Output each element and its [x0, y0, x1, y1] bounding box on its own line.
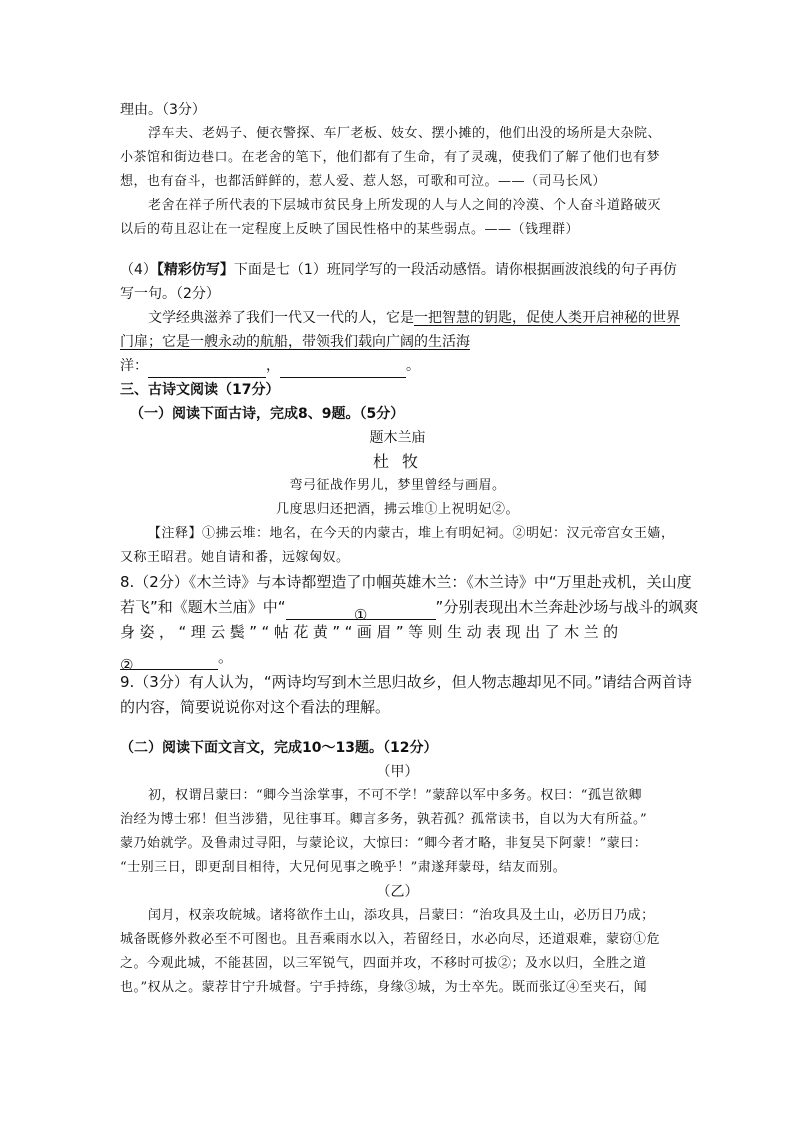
q8-blank-2-label: ②	[120, 656, 134, 674]
section-3-title: 三、古诗文阅读（17分）	[120, 382, 280, 398]
q4-wavy-sentence: 一把智慧的钥匙，促使人类开启神秘的世界	[414, 310, 680, 326]
q8-blank-2[interactable]	[120, 653, 218, 674]
q4-wavy-sentence-2: 门扉；它是一艘永动的航船，带领我们载向广阔的生活海	[120, 334, 470, 350]
jia-line-3: 蒙乃始就学。及鲁肃过寻阳，与蒙论议，大惊曰：“卿今者才略，非复吴下阿蒙！”蒙曰：	[120, 836, 648, 851]
poem-line-1: 弯弓征战作男儿，梦里曾经与画眉。	[289, 478, 506, 493]
q8-blank-1[interactable]	[286, 603, 436, 624]
q8-text-a: 若飞”和《题木兰庙》中“	[120, 598, 286, 616]
q8-line-2	[120, 595, 699, 624]
q8-line-1: 8.（2分）《木兰诗》与本诗都塑造了巾帼英雄木兰：《木兰诗》中“万里赴戎机，关山度	[120, 573, 692, 591]
q8-period: 。	[218, 648, 234, 666]
section-3-sub-1: （一）阅读下面古诗，完成8、9题。（5分）	[130, 406, 405, 422]
answer-blank-2[interactable]	[280, 361, 406, 378]
q4-line-2: 写一句。（2分）	[120, 286, 220, 302]
jia-line-4: “士别三日，即更刮目相待，大兄何见事之晚乎！”肃遂拜蒙母，结友而别。	[120, 860, 567, 875]
q4-line-4	[120, 330, 675, 354]
q4-line-1	[120, 258, 675, 282]
poem-author: 杜 牧	[372, 452, 423, 471]
q4-period: 。	[406, 358, 420, 374]
p1-line-6: 以后的苟且忍让在一定程度上反映了国民性格中的某些弱点。——（钱理群）	[120, 222, 580, 237]
section-3-sub-2: （二）阅读下面文言文，完成10～13题。（12分）	[120, 740, 438, 756]
q9-line-2: 的内容，简要说说你对这个看法的理解。	[120, 698, 391, 716]
passage-jia-label: （甲）	[376, 764, 419, 780]
q4-comma: ，	[266, 358, 280, 374]
q4-number: （4）	[120, 262, 157, 278]
p1-line-4: 想，也有奋斗，也都活鲜鲜的，惹人爱、惹人怒，可歌和可泣。——（司马长风）	[120, 174, 607, 189]
jia-line-2: 治经为博士邪！但当涉猎，见往事耳。卿言多务，孰若孤？孤常读书，自以为大有所益。”	[120, 812, 648, 827]
jia-line-1: 初，权谓吕蒙曰：“卿今当涂掌事，不可不学！”蒙辞以军中多务。权曰：“孤岂欲卿	[148, 788, 642, 803]
q9-line-1: 9.（3分）有人认为，“两诗均写到木兰思归故乡，但人物志趣却见不同。”请结合两首诗	[120, 673, 692, 691]
q4-text-ocean: 洋：	[120, 358, 148, 374]
p1-line-2: 浮车夫、老妈子、便衣警探、车厂老板、妓女、摆小摊的，他们出没的场所是大杂院、	[148, 126, 662, 141]
q8-blank-1-label: ①	[353, 606, 368, 624]
document-page	[120, 98, 699, 1000]
yi-line-3: 之。今观此城，不能甚固，以三军锐气，四面并攻，不移时可拔②；及水以归，全胜之道	[120, 956, 647, 971]
q8-line-3: 身姿，“理云鬓”“帖花黄”“画眉”等则生动表现出了木兰的	[120, 623, 623, 641]
answer-blank-1[interactable]	[148, 361, 266, 378]
q8-text-b: ”分别表现出木兰奔赴沙场与战斗的飒爽	[435, 598, 699, 616]
poem-note-1: 【注释】①拂云堆：地名，在今天的内蒙古，堆上有明妃祠。②明妃：汉元帝宫女王嫱，	[148, 526, 675, 541]
poem-note-2: 又称王昭君。她自请和番，远嫁匈奴。	[120, 550, 350, 565]
p1-line-3: 小茶馆和街边巷口。在老舍的笔下，他们都有了生命，有了灵魂，使我们了解了他们也有梦	[120, 150, 661, 165]
yi-line-1: 闰月，权亲攻皖城。诸将欲作土山，添攻具，吕蒙曰：“治攻具及土山，必历日乃成；	[148, 908, 655, 923]
poem-title: 题木兰庙	[369, 430, 426, 446]
passage-yi-label: （乙）	[376, 884, 419, 900]
p1-line-1: 理由。（3分）	[120, 102, 206, 118]
q4-tag: 【精彩仿写】	[156, 262, 234, 278]
q8-line-4	[120, 645, 675, 674]
q4-line-5	[120, 354, 675, 378]
q4-prompt: 下面是七（1）班同学写的一段活动感悟。请你根据画波浪线的句子再仿	[233, 262, 677, 278]
poem-line-2: 几度思归还把酒，拂云堆①上祝明妃②。	[275, 502, 519, 517]
q4-text: 文学经典滋养了我们一代又一代的人，它是	[148, 310, 414, 326]
yi-line-2: 城备既修外救必至不可图也。且吾乘雨水以入，若留经日，水必向尽，还道艰难，蒙窃①危	[120, 932, 661, 947]
p1-line-5: 老舍在祥子所代表的下层城市贫民身上所发现的人与人之间的冷漠、个人奋斗道路破灭	[148, 198, 662, 213]
q4-line-3	[120, 306, 680, 330]
yi-line-4: 也。”权从之。蒙荐甘宁升城督。宁手持练，身缘③城，为士卒先。既而张辽④至夹石，闻	[120, 980, 648, 995]
